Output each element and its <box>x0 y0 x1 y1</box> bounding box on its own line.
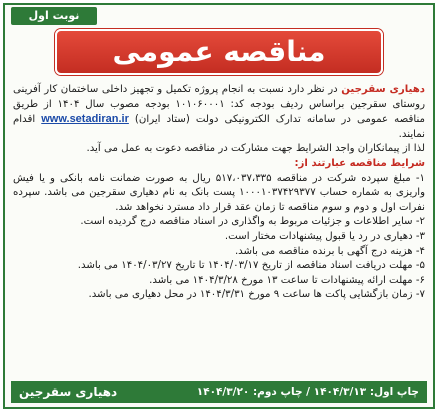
condition-item: ۳- دهیاری در رد یا قبول پیشنهادات مختار است. <box>224 230 425 242</box>
condition-item: ۶- مهلت ارائه پیشنهادات تا ساعت ۱۳ مورخ ۱۴۰۴/۳/۲۸ می باشد. <box>149 274 425 286</box>
intro-text-2: اقدام نمایند. <box>13 114 425 140</box>
ad-footer <box>11 381 427 403</box>
print-dates: چاپ اول: ۱۴۰۴/۳/۱۳ / چاپ دوم: ۱۴۰۴/۳/۲۰ <box>196 386 419 398</box>
org-name: دهیاری سقرجین <box>341 84 425 95</box>
tender-ad <box>3 3 435 409</box>
condition-item: ۱- مبلغ سپرده شرکت در مناقصه ۵۱۷،۰۳۷،۳۳۵ ریال به صورت ضمانت نامه بانکی و یا فیش واریزی به شماره حساب ۱۰۰۰۱۰۳۷۴۲۹۳۷۷ پست بانک به نام دهیاری سقرجین می باشد. سپرده نفرات اول و دوم و سوم مناقصه تا زمان عقد قرار داد مسترد نخواهد شد. <box>13 172 426 213</box>
condition-item: ۲- سایر اطلاعات و جزئیات مربوط به واگذاری در اسناد مناقصه درج گردیده است. <box>80 216 425 228</box>
intro-paragraph <box>13 83 425 142</box>
signature: دهیاری سقرجین <box>19 385 118 399</box>
round-label: نوبت اول <box>11 7 97 25</box>
condition-item: ۵- مهلت دریافت اسناد مناقصه از تاریخ ۱۴۰۴/۰۳/۱۷ تا تاریخ ۱۴۰۴/۰۳/۲۷ می باشد. <box>77 260 425 272</box>
condition-item: ۷- زمان بازگشایی پاکت ها ساعت ۹ مورخ ۱۴۰۴/۳/۳۱ در محل دهیاری می باشد. <box>88 289 425 301</box>
invite-text: لذا از پیمانکاران واجد الشرایط جهت مشارکت در مناقصه دعوت به عمل می آید. <box>86 143 425 155</box>
condition-item: ۴- هزینه درج آگهی با برنده مناقصه می باشد. <box>234 245 425 257</box>
ad-title: مناقصه عمومی <box>55 29 383 75</box>
conditions-heading: شرایط مناقصه عبارتند از: <box>294 157 425 169</box>
setad-link[interactable]: www.setadiran.ir <box>41 113 129 126</box>
ad-body <box>13 83 425 303</box>
intro-text-1: در نظر دارد نسبت به انجام پروژه تکمیل و تجهیز داخلی ساختمان کار آفرینی روستای سقرجین براساس ردیف بودجه کد: ۱۰۱۰۶۰۰۰۱ بودجه مصوب سال ۱۴۰۴ از طریق مناقصه عمومی در سامانه تدارک الکترونیکی دولت (ستاد ایران) <box>13 84 425 126</box>
